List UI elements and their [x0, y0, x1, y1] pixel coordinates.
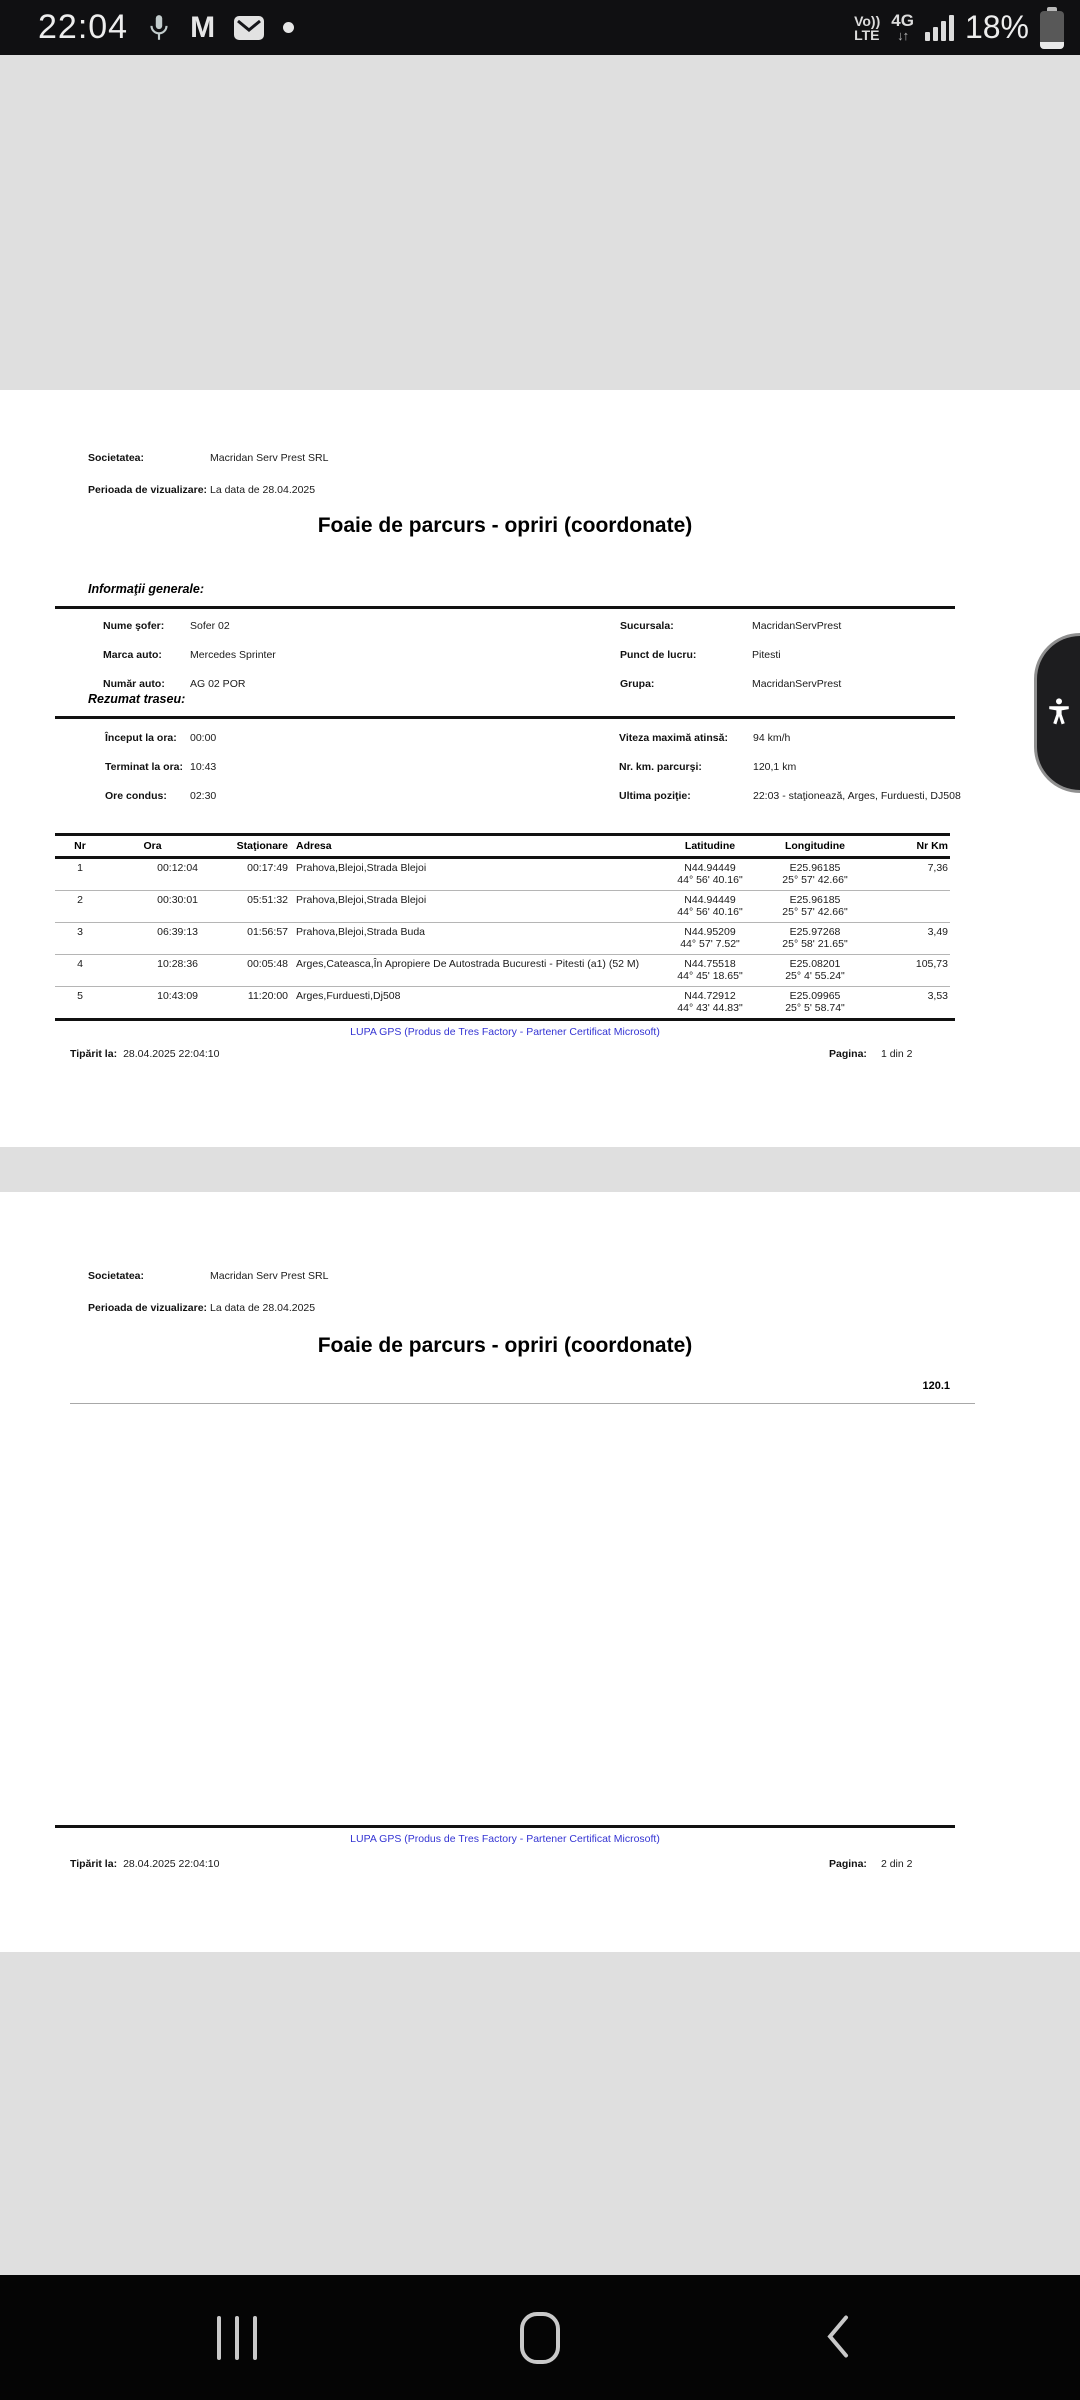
- societatea-label: Societatea:: [88, 452, 145, 464]
- rezumat-right-labels: [619, 732, 728, 819]
- cell-ora: 06:39:13: [105, 922, 200, 954]
- cell-latitudine: N44.75518 44° 45' 18.65": [660, 954, 760, 986]
- back-chevron-icon: [823, 2348, 851, 2363]
- cell-nrkm: 7,36: [870, 857, 950, 890]
- perioada-label: Perioada de vizualizare:: [88, 484, 208, 496]
- cell-ora: 10:28:36: [105, 954, 200, 986]
- field-value: 02:30: [190, 790, 217, 802]
- back-button[interactable]: [813, 2302, 861, 2373]
- printed-at-line: [70, 1858, 219, 1870]
- accessibility-person-icon: [1044, 696, 1074, 731]
- signal-strength-icon: [925, 15, 954, 41]
- network-type-label: 4G: [891, 10, 914, 30]
- societatea-row: [88, 1270, 328, 1282]
- cell-adresa: Prahova,Blejoi,Strada Blejoi: [290, 857, 660, 890]
- cell-stationare: 11:20:00: [200, 986, 290, 1018]
- volte-icon: [854, 14, 880, 42]
- status-bar-left: [0, 8, 294, 47]
- notification-dot-icon: [283, 22, 294, 33]
- data-arrows-icon: ↓↑: [897, 27, 909, 43]
- societatea-value: Macridan Serv Prest SRL: [210, 452, 329, 464]
- rezumat-left-labels: [105, 732, 183, 819]
- pagina-value: 2 din 2: [880, 1858, 913, 1870]
- section-rule: [55, 606, 955, 609]
- pdf-page-1: [0, 390, 1080, 1147]
- tiparit-label: Tipărit la:: [70, 1048, 118, 1060]
- info-generale-heading: Informaţii generale:: [88, 582, 204, 596]
- cell-stationare: 05:51:32: [200, 890, 290, 922]
- cell-ora: 00:30:01: [105, 890, 200, 922]
- recents-icon: [217, 2316, 257, 2360]
- table-row: [55, 857, 950, 890]
- col-header-latitudine: Latitudine: [660, 835, 760, 858]
- clock: 22:04: [38, 8, 129, 46]
- cell-latitudine: N44.94449 44° 56' 40.16": [660, 890, 760, 922]
- field-value: Mercedes Sprinter: [190, 649, 276, 661]
- perioada-label: Perioada de vizualizare:: [88, 1302, 208, 1314]
- field-label: Ultima poziţie:: [619, 790, 691, 802]
- cell-adresa: Prahova,Blejoi,Strada Blejoi: [290, 890, 660, 922]
- battery-icon: [1040, 7, 1064, 49]
- total-km-value: 120.1: [922, 1380, 950, 1392]
- cell-nr: 4: [55, 954, 105, 986]
- cell-adresa: Prahova,Blejoi,Strada Buda: [290, 922, 660, 954]
- stops-table: [55, 833, 950, 1019]
- table-header-row: [55, 835, 950, 858]
- footer-rule: [55, 1825, 955, 1828]
- cell-nrkm: 3,53: [870, 986, 950, 1018]
- field-label: Terminat la ora:: [105, 761, 183, 773]
- cell-latitudine: N44.94449 44° 56' 40.16": [660, 857, 760, 890]
- footer-rule: [55, 1018, 955, 1021]
- tiparit-value: 28.04.2025 22:04:10: [123, 1048, 220, 1060]
- status-bar: [0, 0, 1080, 55]
- pagina-label: Pagina:: [829, 1048, 867, 1060]
- status-bar-right: [854, 7, 1080, 49]
- page-number-line: [829, 1858, 912, 1870]
- field-value: AG 02 POR: [190, 678, 246, 690]
- info-right-values: [752, 620, 841, 707]
- volte-bottom-label: LTE: [854, 26, 880, 43]
- cell-latitudine: N44.72912 44° 43' 44.83": [660, 986, 760, 1018]
- cell-nrkm: 105,73: [870, 954, 950, 986]
- cell-adresa: Arges,Cateasca,În Apropiere De Autostrada Bucuresti - Pitesti (a1) (52 M): [290, 954, 660, 986]
- field-label: Nr. km. parcurşi:: [619, 761, 702, 773]
- col-header-nrkm: Nr Km: [870, 835, 950, 858]
- cell-nrkm: 3,49: [870, 922, 950, 954]
- cell-nr: 3: [55, 922, 105, 954]
- info-right-labels: [620, 620, 696, 707]
- cell-latitudine: N44.95209 44° 57' 7.52": [660, 922, 760, 954]
- field-label: Ore condus:: [105, 790, 167, 802]
- col-header-nr: Nr: [55, 835, 105, 858]
- battery-percent: 18%: [964, 9, 1029, 45]
- recents-button[interactable]: [207, 2306, 267, 2370]
- lupa-gps-link[interactable]: LUPA GPS (Produs de Tres Factory - Partener Certificat Microsoft): [350, 1026, 660, 1038]
- col-header-adresa: Adresa: [290, 835, 660, 858]
- cell-ora: 00:12:04: [105, 857, 200, 890]
- field-value: Pitesti: [752, 649, 781, 661]
- info-left-values: [190, 620, 276, 707]
- field-label: Grupa:: [620, 678, 655, 690]
- total-rule: [70, 1403, 975, 1404]
- microphone-icon: [146, 13, 172, 43]
- cell-longitudine: E25.96185 25° 57' 42.66": [760, 890, 870, 922]
- cell-stationare: 01:56:57: [200, 922, 290, 954]
- home-button[interactable]: [510, 2302, 570, 2374]
- printed-at-line: [70, 1048, 219, 1060]
- societatea-row: [88, 452, 328, 464]
- lupa-gps-link[interactable]: LUPA GPS (Produs de Tres Factory - Partener Certificat Microsoft): [350, 1833, 660, 1845]
- cell-stationare: 00:17:49: [200, 857, 290, 890]
- cell-stationare: 00:05:48: [200, 954, 290, 986]
- col-header-longitudine: Longitudine: [760, 835, 870, 858]
- col-header-stationare: Staţionare: [200, 835, 290, 858]
- field-value: 22:03 - staţionează, Arges, Furduesti, DJ508: [753, 790, 961, 802]
- cell-nrkm: [870, 890, 950, 922]
- tiparit-value: 28.04.2025 22:04:10: [123, 1858, 220, 1870]
- document-title: Foaie de parcurs - opriri (coordonate): [317, 1334, 693, 1358]
- home-icon: [520, 2312, 560, 2364]
- table-row: [55, 890, 950, 922]
- android-navigation-bar: [0, 2275, 1080, 2400]
- cell-longitudine: E25.96185 25° 57' 42.66": [760, 857, 870, 890]
- rezumat-traseu-heading: Rezumat traseu:: [88, 692, 186, 706]
- pdf-page-2: [0, 1192, 1080, 1952]
- perioada-value: La data de 28.04.2025: [210, 484, 316, 496]
- cell-adresa: Arges,Furduesti,Dj508: [290, 986, 660, 1018]
- field-label: Nume şofer:: [103, 620, 165, 632]
- pagina-value: 1 din 2: [880, 1048, 913, 1060]
- accessibility-shortcut-button[interactable]: [1034, 633, 1080, 793]
- field-value: 00:00: [190, 732, 217, 744]
- page-number-line: [829, 1048, 912, 1060]
- perioada-value: La data de 28.04.2025: [210, 1302, 316, 1314]
- cell-nr: 1: [55, 857, 105, 890]
- field-value: 120,1 km: [753, 761, 797, 773]
- field-value: Sofer 02: [190, 620, 230, 632]
- perioada-row: [88, 484, 315, 496]
- 4g-network-icon: [891, 10, 914, 43]
- field-value: MacridanServPrest: [752, 620, 842, 632]
- societatea-value: Macridan Serv Prest SRL: [210, 1270, 329, 1282]
- field-label: Număr auto:: [103, 678, 165, 690]
- perioada-row: [88, 1302, 315, 1314]
- cell-ora: 10:43:09: [105, 986, 200, 1018]
- field-label: Sucursala:: [620, 620, 674, 632]
- cell-nr: 2: [55, 890, 105, 922]
- document-title: Foaie de parcurs - opriri (coordonate): [317, 514, 693, 538]
- cell-longitudine: E25.09965 25° 5' 58.74": [760, 986, 870, 1018]
- cell-longitudine: E25.08201 25° 4' 55.24": [760, 954, 870, 986]
- field-value: 94 km/h: [753, 732, 791, 744]
- table-row: [55, 986, 950, 1018]
- volte-top-label: Vo)): [854, 12, 881, 29]
- table-row: [55, 922, 950, 954]
- cell-nr: 5: [55, 986, 105, 1018]
- envelope-icon: [233, 14, 265, 42]
- field-label: Marca auto:: [103, 649, 162, 661]
- rezumat-left-values: [190, 732, 216, 819]
- field-value: 10:43: [190, 761, 217, 773]
- cell-longitudine: E25.97268 25° 58' 21.65": [760, 922, 870, 954]
- pagina-label: Pagina:: [829, 1858, 867, 1870]
- field-label: Punct de lucru:: [620, 649, 697, 661]
- rezumat-right-values: [753, 732, 968, 819]
- table-row: [55, 954, 950, 986]
- section-rule: [55, 716, 955, 719]
- field-label: Început la ora:: [105, 732, 177, 744]
- gmail-icon: M: [190, 10, 216, 44]
- col-header-ora: Ora: [105, 835, 200, 858]
- tiparit-label: Tipărit la:: [70, 1858, 118, 1870]
- field-label: Viteza maximă atinsă:: [619, 732, 728, 744]
- field-value: MacridanServPrest: [752, 678, 842, 690]
- societatea-label: Societatea:: [88, 1270, 145, 1282]
